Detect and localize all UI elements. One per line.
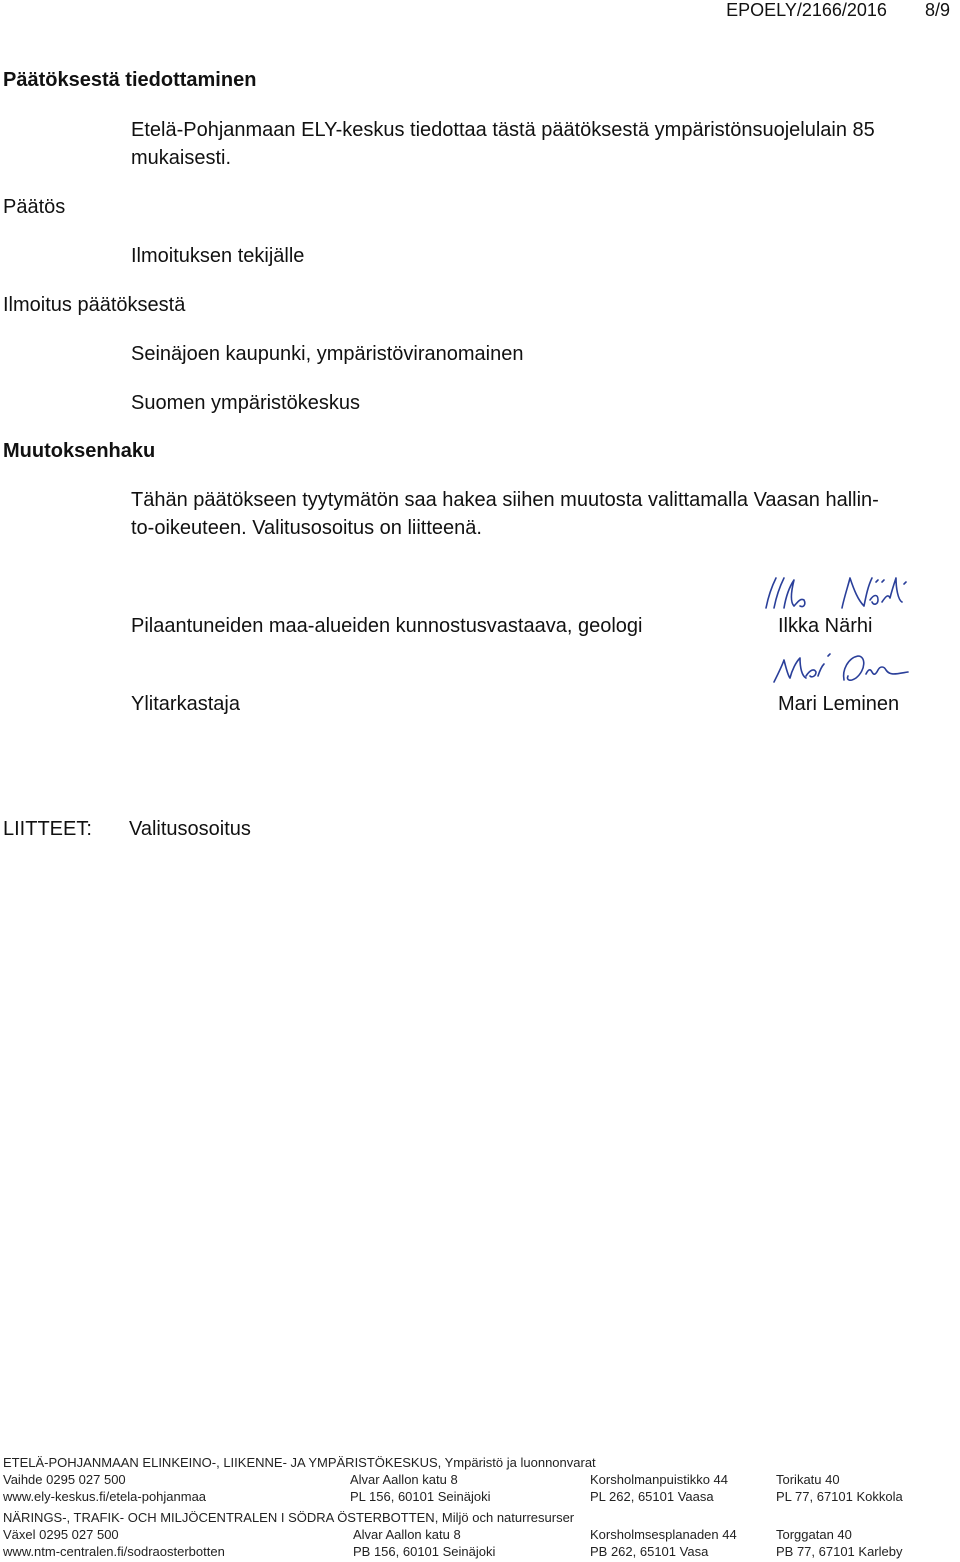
footer-fi-org: ETELÄ-POHJANMAAN ELINKEINO-, LIIKENNE- JA YMPÄRISTÖKESKUS, Ympäristö ja luonnonvarat xyxy=(3,1455,596,1470)
footer-fi-postal-seinajoki: PL 156, 60101 Seinäjoki xyxy=(350,1489,491,1504)
footer-fi-postal-kokkola: PL 77, 67101 Kokkola xyxy=(776,1489,903,1504)
footer-sv-postal-vasa: PB 262, 65101 Vasa xyxy=(590,1544,709,1559)
notification-text-line1: Etelä-Pohjanmaan ELY-keskus tiedottaa tästä päätöksestä ympäristönsuojelulain 85 xyxy=(131,119,875,141)
appeal-heading: Muutoksenhaku xyxy=(3,440,156,462)
footer-sv-org: NÄRINGS-, TRAFIK- OCH MILJÖCENTRALEN I SÖDRA ÖSTERBOTTEN, Miljö och naturresurser xyxy=(3,1510,575,1525)
signer-2-name: Mari Leminen xyxy=(778,693,900,715)
signer-1-title: Pilaantuneiden maa-alueiden kunnostusvastaava, geologi xyxy=(131,615,643,637)
attachments-label: LIITTEET: xyxy=(3,818,92,840)
page-number: 8/9 xyxy=(924,0,950,20)
notice-recipient-2: Suomen ympäristökeskus xyxy=(131,392,360,414)
decision-recipient: Ilmoituksen tekijälle xyxy=(131,245,305,267)
appeal-text-line1: Tähän päätökseen tyytymätön saa hakea siihen muutosta valittamalla Vaasan hallin- xyxy=(131,489,879,511)
footer-fi-website[interactable]: www.ely-keskus.fi/etela-pohjanmaa xyxy=(3,1489,207,1504)
footer-sv-postal-karleby: PB 77, 67101 Karleby xyxy=(776,1544,903,1559)
footer-fi-address-vaasa: Korsholmanpuistikko 44 xyxy=(590,1472,729,1487)
signature-image-leminen xyxy=(768,648,918,688)
signer-1-name: Ilkka Närhi xyxy=(778,615,873,637)
footer-sv-address-vasa: Korsholmsesplanaden 44 xyxy=(590,1527,737,1542)
notification-text-line2: mukaisesti. xyxy=(131,147,232,169)
attachments-value: Valitusosoitus xyxy=(129,818,251,840)
notice-recipient-1: Seinäjoen kaupunki, ympäristöviranomainen xyxy=(131,343,524,365)
footer-fi-phone: Vaihde 0295 027 500 xyxy=(3,1472,126,1487)
footer-sv-website[interactable]: www.ntm-centralen.fi/sodraosterbotten xyxy=(3,1544,225,1559)
footer-fi-address-kokkola: Torikatu 40 xyxy=(776,1472,840,1487)
footer-sv-address-seinajoki: Alvar Aallon katu 8 xyxy=(353,1527,461,1542)
notification-heading: Päätöksestä tiedottaminen xyxy=(3,69,257,91)
notice-heading: Ilmoitus päätöksestä xyxy=(3,294,186,316)
signature-image-narhi xyxy=(758,572,908,614)
footer-sv-address-karleby: Torggatan 40 xyxy=(776,1527,852,1542)
footer-sv-phone: Växel 0295 027 500 xyxy=(3,1527,119,1542)
footer-fi-address-seinajoki: Alvar Aallon katu 8 xyxy=(350,1472,458,1487)
page-header xyxy=(726,0,950,22)
signer-2-title: Ylitarkastaja xyxy=(131,693,240,715)
footer-fi-postal-vaasa: PL 262, 65101 Vaasa xyxy=(590,1489,714,1504)
appeal-text-line2: to-oikeuteen. Valitusosoitus on liitteenä. xyxy=(131,517,482,539)
decision-heading: Päätös xyxy=(3,196,66,218)
document-number: EPOELY/2166/2016 xyxy=(726,0,887,20)
footer-sv-postal-seinajoki: PB 156, 60101 Seinäjoki xyxy=(353,1544,496,1559)
